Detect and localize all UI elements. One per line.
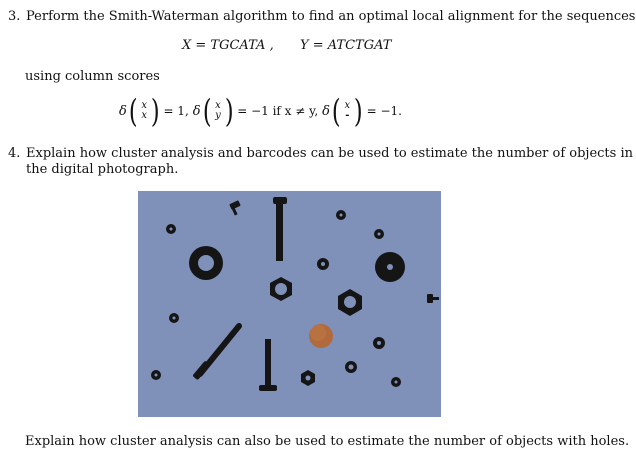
- column-x-y: [215, 101, 221, 122]
- small-nut-hole: [321, 262, 325, 266]
- delta-symbol: δ: [119, 103, 127, 119]
- small-hex-nut-hole: [306, 376, 311, 381]
- round-washer-hole: [387, 264, 393, 270]
- q3-number: 3.: [8, 9, 21, 24]
- column-top: x: [141, 99, 147, 111]
- column-bottom: -: [345, 110, 350, 121]
- column-bottom: y: [215, 110, 221, 121]
- right-paren: ): [150, 92, 160, 130]
- small-nut-hole: [377, 341, 381, 345]
- delta-symbol: δ: [322, 103, 330, 119]
- sequence-y: Y = ATCTGAT: [300, 38, 392, 53]
- small-nut-hole: [155, 374, 158, 377]
- hex-nut-hole: [275, 283, 287, 295]
- right-paren: ): [353, 92, 363, 130]
- left-paren: (: [128, 92, 138, 130]
- penny-shade: [310, 325, 326, 341]
- hex-nut-hole: [344, 296, 356, 308]
- q4-text-line1: Explain how cluster analysis and barcodes can be used to estimate the number of objects in: [26, 146, 633, 161]
- column-top: x: [344, 99, 351, 111]
- small-nut-hole: [349, 365, 354, 370]
- q4-number: 4.: [8, 146, 21, 161]
- left-paren: (: [202, 92, 212, 130]
- large-washer-hole: [198, 255, 214, 271]
- small-nut-hole: [173, 317, 176, 320]
- q3-text: Perform the Smith-Waterman algorithm to find an optimal local alignment for the sequences: [26, 9, 636, 24]
- column-top: x: [215, 99, 221, 111]
- small-nut-hole: [170, 228, 173, 231]
- column-x-gap: [344, 101, 350, 122]
- left-paren: (: [331, 92, 341, 130]
- sequence-x: X = TGCATA ,: [182, 38, 274, 53]
- match-score: = 1,: [163, 104, 189, 118]
- right-paren: ): [224, 92, 234, 130]
- small-nut-hole: [378, 233, 381, 236]
- score-formula: [119, 91, 402, 131]
- delta-match-term: [119, 92, 161, 130]
- mismatch-score: = −1 if x ≠ y,: [237, 104, 319, 118]
- small-nut-hole: [340, 214, 343, 217]
- objects-photograph: [138, 191, 441, 417]
- q4-footer-text: Explain how cluster analysis can also be used to estimate the number of objects with holes.: [25, 434, 630, 449]
- column-x-x: [141, 101, 147, 122]
- delta-gap-term: [322, 92, 364, 130]
- small-nut-hole: [395, 381, 398, 384]
- column-scores-label: using column scores: [25, 69, 160, 84]
- q4-text-line2: the digital photograph.: [26, 162, 179, 177]
- delta-mismatch-term: [192, 92, 235, 130]
- column-bottom: x: [141, 110, 147, 121]
- delta-symbol: δ: [192, 103, 201, 119]
- gap-score: = −1.: [366, 104, 402, 118]
